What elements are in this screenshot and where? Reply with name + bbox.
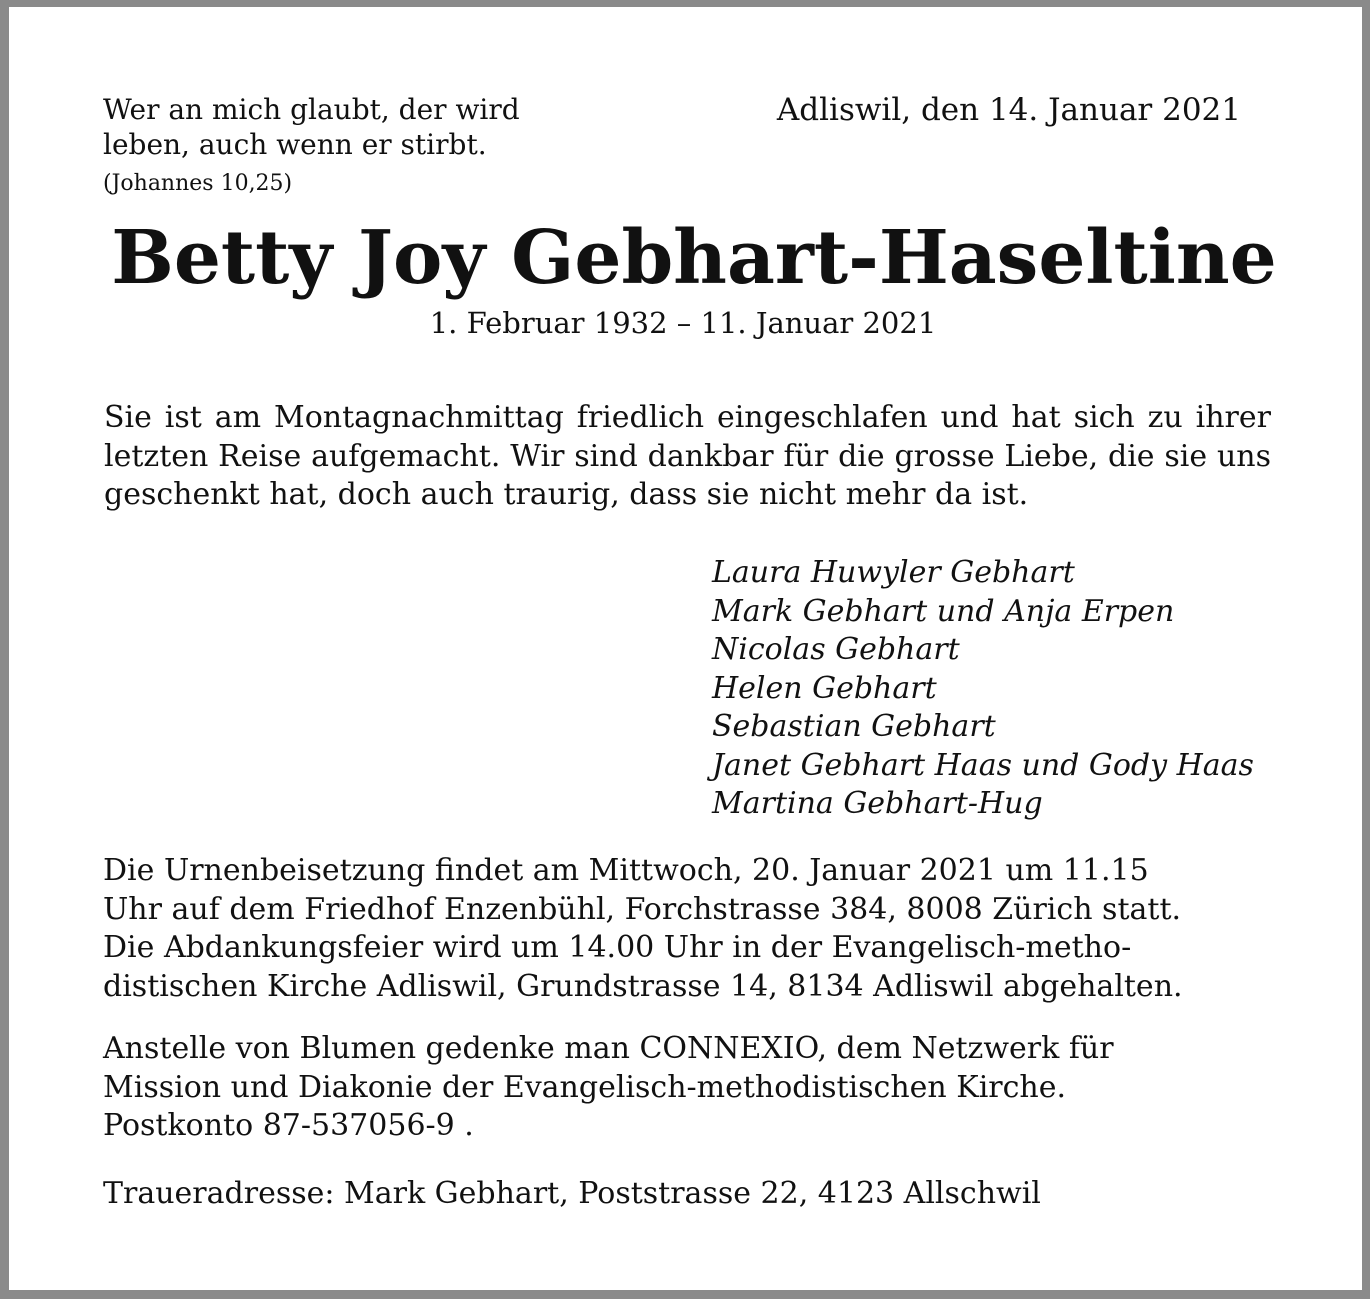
mourners-list <box>712 554 1254 824</box>
verse-reference: (Johannes 10,25) <box>103 171 293 196</box>
death-announcement: Sie ist am Montagnachmittag friedlich eingeschlafen und hat sich zu ihrer letzten Reise aufgemacht. Wir sind dankbar für die grosse Liebe, die sie uns geschenkt hat, doch auch traurig, dass sie nicht mehr da ist. <box>104 400 1271 512</box>
place-and-date: Adliswil, den 14. Januar 2021 <box>776 92 1241 128</box>
mourner-name: Laura Huwyler Gebhart <box>712 555 1075 590</box>
mourner-name: Mark Gebhart und Anja Erpen <box>712 593 1175 629</box>
mourner-name: Janet Gebhart Haas und Gody Haas <box>712 747 1254 783</box>
mourner-name: Sebastian Gebhart <box>712 709 996 744</box>
bible-verse: Wer an mich glaubt, der wird leben, auch wenn er stirbt. <box>103 93 520 161</box>
mourner-name: Helen Gebhart <box>712 670 937 706</box>
burial-info: Die Urnenbeisetzung findet am Mittwoch, 20. Januar 2021 um 11.15 Uhr auf dem Friedhof Enzenbühl, Forchstrasse 384, 8008 Zürich statt. Die Abdankungsfeier wird um 14.00 Uhr in der Evangelisch-metho- distischen Kirche Adliswil, Grundstrasse 14, 8134 Adliswil abgehalten. <box>103 853 1183 1004</box>
mourner-name: Martina Gebhart-Hug <box>712 786 1043 821</box>
mourning-address: Traueradresse: Mark Gebhart, Poststrasse 22, 4123 Allschwil <box>103 1176 1041 1211</box>
lifespan-dates: 1. Februar 1932 – 11. Januar 2021 <box>429 306 937 340</box>
deceased-name: Betty Joy Gebhart-Haseltine <box>111 215 1277 301</box>
donation-info: Anstelle von Blumen gedenke man CONNEXIO, dem Netzwerk für Mission und Diakonie der Evangelisch-methodistischen Kirche. Postkonto 87-537056-9 . <box>103 1031 1114 1143</box>
mourner-name: Nicolas Gebhart <box>712 632 960 667</box>
